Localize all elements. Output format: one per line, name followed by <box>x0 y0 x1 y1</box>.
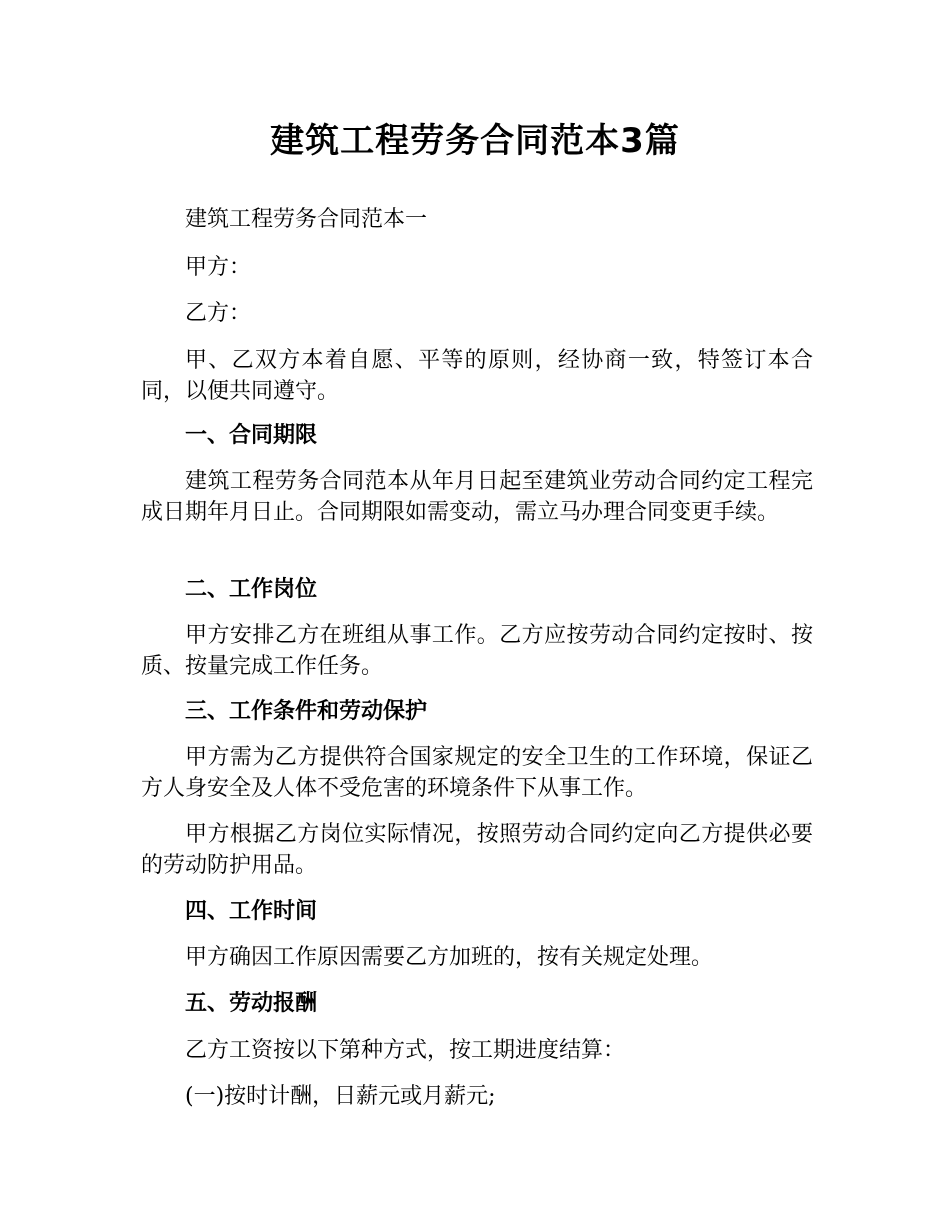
contract-term-paragraph: 建筑工程劳务合同范本从年月日起至建筑业劳动合同约定工程完成日期年月日止。合同期限如需变动，需立马办理合同变更手续。 <box>141 469 813 525</box>
section-heading-job-position: 二、工作岗位 <box>185 577 318 602</box>
job-position-paragraph: 甲方安排乙方在班组从事工作。乙方应按劳动合同约定按时、按质、按量完成工作任务。 <box>141 623 813 679</box>
remuneration-paragraph: 乙方工资按以下第种方式，按工期进度结算： <box>185 1038 626 1063</box>
document-title: 建筑工程劳务合同范本3篇 <box>270 121 680 161</box>
section-heading-remuneration: 五、劳动报酬 <box>185 991 318 1016</box>
work-hours-paragraph: 甲方确因工作原因需要乙方加班的，按有关规定处理。 <box>185 945 714 970</box>
intro-paragraph: 甲、乙双方本着自愿、平等的原则，经协商一致，特签订本合同，以便共同遵守。 <box>141 348 813 404</box>
party-a-label: 甲方： <box>185 255 252 280</box>
remuneration-item-1: (一)按时计酬，日薪元或月薪元; <box>185 1084 496 1109</box>
section-heading-work-conditions: 三、工作条件和劳动保护 <box>185 699 428 724</box>
subtitle-paragraph: 建筑工程劳务合同范本一 <box>185 207 428 232</box>
work-conditions-paragraph-1: 甲方需为乙方提供符合国家规定的安全卫生的工作环境，保证乙方人身安全及人体不受危害的环境条件下从事工作。 <box>141 745 813 801</box>
party-b-label: 乙方： <box>185 301 252 326</box>
work-conditions-paragraph-2: 甲方根据乙方岗位实际情况，按照劳动合同约定向乙方提供必要的劳动防护用品。 <box>141 822 813 878</box>
section-heading-work-hours: 四、工作时间 <box>185 899 318 924</box>
section-heading-contract-term: 一、合同期限 <box>185 423 318 448</box>
